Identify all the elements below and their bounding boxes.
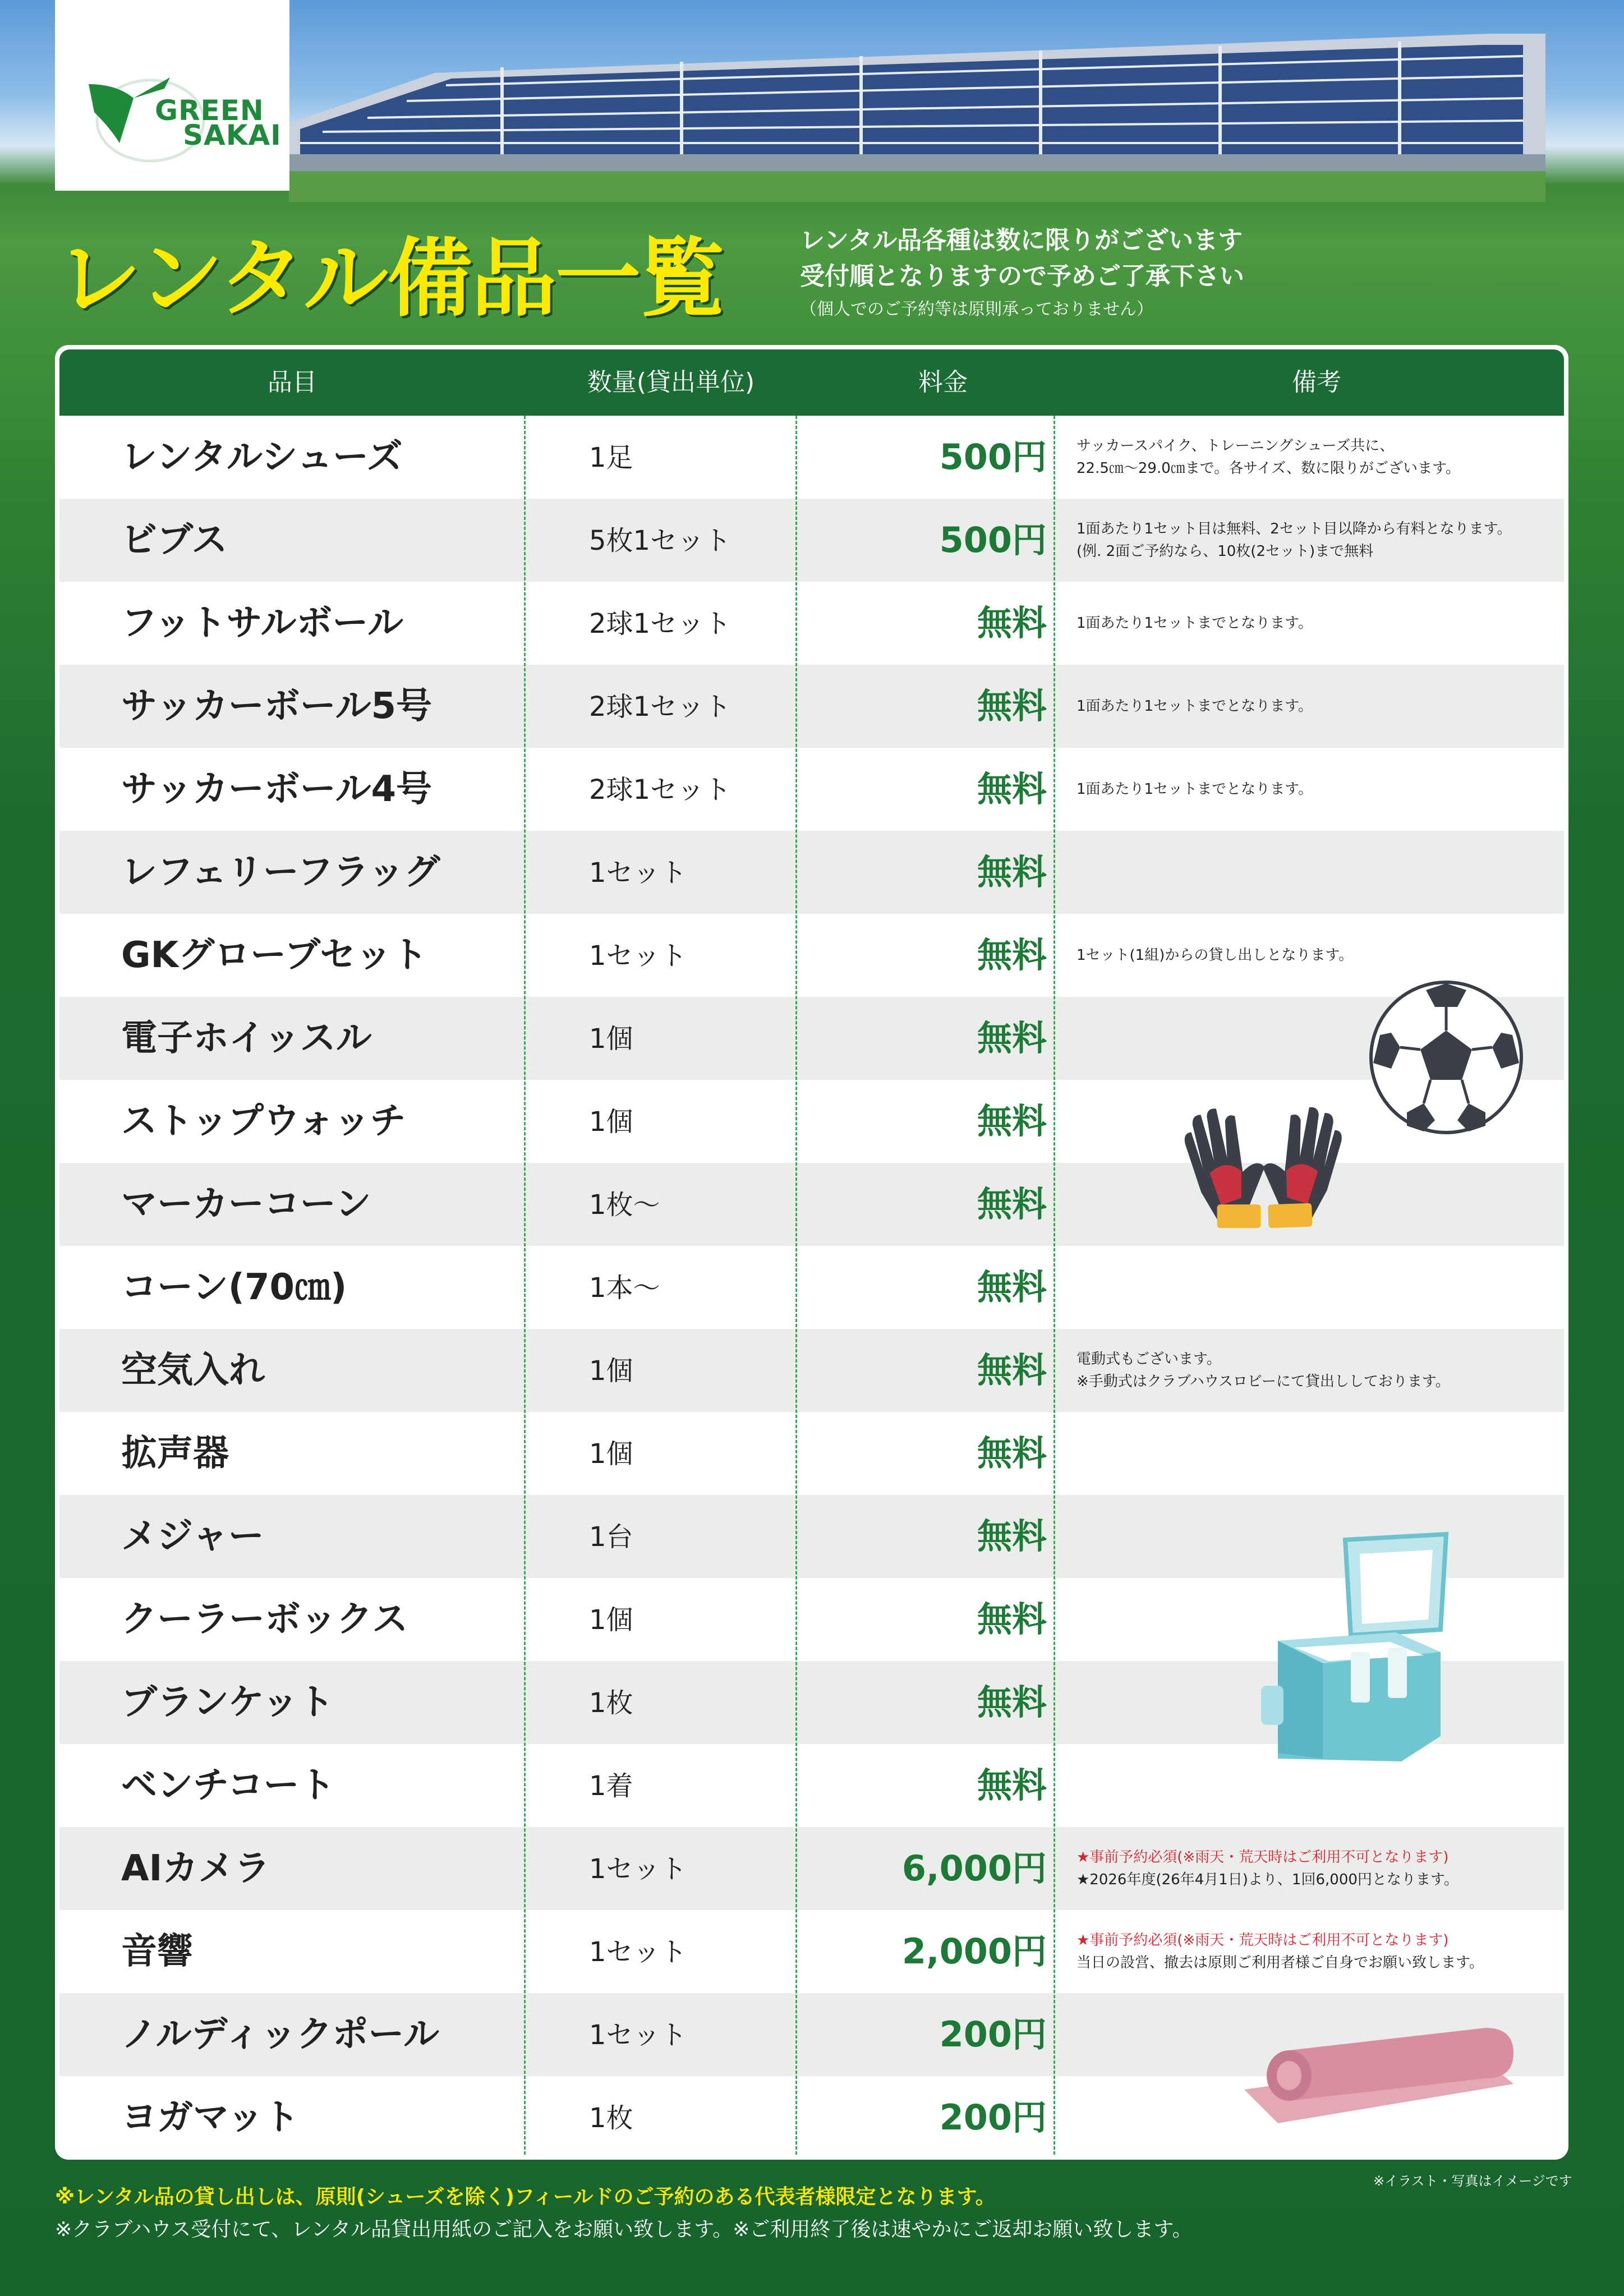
item-quantity: 1個 <box>589 1604 633 1636</box>
item-note <box>1076 1910 1553 1993</box>
logo <box>55 0 289 191</box>
header-quantity: 数量(貸出単位) <box>587 368 755 397</box>
table-row <box>59 1329 1564 1412</box>
item-note <box>1076 416 1553 499</box>
item-note-line-1: 1面あたり1セットまでとなります。 <box>1076 698 1313 715</box>
item-note <box>1076 1246 1553 1329</box>
item-note-line-1: 電動式もございます。 <box>1076 1351 1221 1368</box>
item-quantity: 2球1セット <box>589 691 732 723</box>
item-name: サッカーボール4号 <box>121 769 432 810</box>
item-note-line-2: ※手動式はクラブハウスロビーにて貸出ししております。 <box>1076 1373 1450 1390</box>
item-quantity: 1セット <box>589 2019 687 2051</box>
item-note <box>1076 831 1553 914</box>
item-price: 無料 <box>977 1267 1047 1308</box>
item-price: 無料 <box>977 1101 1047 1142</box>
header-price: 料金 <box>918 368 968 397</box>
item-price: 無料 <box>977 1599 1047 1640</box>
subtitle-line-2: 受付順となりますので予めご了承下さい <box>800 262 1244 291</box>
item-name: レフェリーフラッグ <box>121 852 440 893</box>
item-price: 6,000円 <box>901 1848 1047 1889</box>
item-quantity: 5枚1セット <box>589 525 732 556</box>
item-note-line-1: 1面あたり1セット目は無料、2セット目以降から有料となります。 <box>1076 521 1512 537</box>
image-caption: ※イラスト・写真はイメージです <box>1373 2173 1572 2189</box>
item-name: 空気入れ <box>121 1350 265 1391</box>
item-price: 無料 <box>977 602 1047 643</box>
item-note-line-2: 当日の設営、撤去は原則ご利用者様ご自身でお願い致します。 <box>1076 1954 1484 1971</box>
item-note-line-2: 22.5㎝〜29.0㎝まで。各サイズ、数に限りがございます。 <box>1076 460 1460 477</box>
item-note <box>1076 1412 1553 1495</box>
item-name: GKグローブセット <box>121 935 428 976</box>
item-name: マーカーコーン <box>121 1184 371 1225</box>
item-quantity: 1個 <box>589 1023 633 1055</box>
item-name: ストップウォッチ <box>121 1101 406 1142</box>
item-price: 無料 <box>977 1350 1047 1391</box>
item-quantity: 1足 <box>589 442 633 473</box>
item-price: 200円 <box>939 2097 1047 2138</box>
header-item: 品目 <box>268 368 317 397</box>
item-name: 音響 <box>121 1931 193 1972</box>
column-divider <box>1053 416 1055 2155</box>
item-note-line-2: ★2026年度(26年4月1日)より、1回6,000円となります。 <box>1076 1871 1459 1888</box>
item-name: コーン(70㎝) <box>121 1267 347 1308</box>
table-row <box>59 416 1564 499</box>
item-name: クーラーボックス <box>121 1599 408 1640</box>
item-price: 無料 <box>977 1765 1047 1806</box>
item-quantity: 1セット <box>589 940 687 972</box>
item-note-line-1: 1面あたり1セットまでとなります。 <box>1076 615 1313 632</box>
table-row <box>59 1246 1564 1329</box>
item-price: 無料 <box>977 1516 1047 1557</box>
table-row <box>59 582 1564 665</box>
table-row <box>59 1910 1564 1993</box>
item-price: 無料 <box>977 685 1047 726</box>
item-name: サッカーボール5号 <box>121 685 432 727</box>
table-row <box>59 499 1564 582</box>
yoga-mat-illustration <box>1222 2022 1536 2134</box>
item-quantity: 1セット <box>589 1936 687 1968</box>
item-note <box>1076 665 1553 748</box>
cooler-box-illustration <box>1255 1523 1480 1770</box>
column-divider <box>795 416 797 2155</box>
item-name: ノルディックポール <box>121 2014 440 2055</box>
column-divider <box>524 416 526 2155</box>
item-name: 拡声器 <box>121 1433 229 1474</box>
item-name: レンタルシューズ <box>121 436 403 478</box>
item-quantity: 2球1セット <box>589 774 732 806</box>
table-row <box>59 914 1564 997</box>
item-quantity: 1個 <box>589 1355 633 1387</box>
page-title: レンタル備品一覧 <box>56 229 724 328</box>
item-note-line-2: (例. 2面ご予約なら、10枚(2セット)まで無料 <box>1076 543 1374 560</box>
subtitle-note: （個人でのご予約等は原則承っておりません） <box>800 300 1153 319</box>
item-quantity: 1枚 <box>589 1687 633 1719</box>
item-price: 500円 <box>939 436 1047 477</box>
item-name: 電子ホイッスル <box>121 1018 372 1059</box>
item-price: 無料 <box>977 935 1047 976</box>
subtitle-line-1: レンタル品各種は数に限りがございます <box>800 226 1243 255</box>
table-row <box>59 1412 1564 1495</box>
table-row <box>59 831 1564 914</box>
item-price: 無料 <box>977 1018 1047 1059</box>
footer-note-1: ※レンタル品の貸し出しは、原則(シューズを除く)フィールドのご予約のある代表者様限定となります。 <box>55 2185 996 2208</box>
item-quantity: 2球1セット <box>589 608 732 639</box>
item-note <box>1076 499 1553 582</box>
stadium-illustration <box>289 34 1545 202</box>
item-name: メジャー <box>121 1516 264 1557</box>
soccer-ball-illustration <box>1368 979 1525 1136</box>
item-name: ヨガマット <box>121 2097 300 2138</box>
item-note-line-1: ★事前予約必須(※雨天・荒天時はご利用不可となります) <box>1076 1849 1449 1866</box>
item-price: 500円 <box>939 519 1047 560</box>
item-note <box>1076 1827 1553 1910</box>
rental-table <box>55 345 1568 2160</box>
item-price: 無料 <box>977 1682 1047 1723</box>
item-price: 200円 <box>939 2014 1047 2055</box>
footer-note-2: ※クラブハウス受付にて、レンタル品貸出用紙のご記入をお願い致します。※ご利用終了後は速やかにご返却お願い致します。 <box>55 2218 1193 2241</box>
item-note-line-1: 1面あたり1セットまでとなります。 <box>1076 781 1313 798</box>
goalkeeper-gloves-illustration <box>1177 1102 1356 1248</box>
table-row <box>59 665 1564 748</box>
item-quantity: 1台 <box>589 1521 633 1553</box>
table-row <box>59 1827 1564 1910</box>
item-price: 無料 <box>977 852 1047 892</box>
item-quantity: 1セット <box>589 857 687 889</box>
item-price: 2,000円 <box>901 1931 1047 1972</box>
item-quantity: 1本〜 <box>589 1272 660 1304</box>
item-price: 無料 <box>977 769 1047 809</box>
item-quantity: 1個 <box>589 1106 633 1138</box>
item-note-line-1: ★事前予約必須(※雨天・荒天時はご利用不可となります) <box>1076 1932 1449 1949</box>
logo-text-green: GREEN <box>155 94 264 127</box>
item-name: ブランケット <box>121 1682 334 1723</box>
item-note-line-1: サッカースパイク、トレーニングシューズ共に、 <box>1076 438 1395 454</box>
table-row <box>59 748 1564 831</box>
item-price: 無料 <box>977 1433 1047 1474</box>
item-name: ビブス <box>121 519 228 561</box>
table-row <box>59 997 1564 1080</box>
item-name: フットサルボール <box>121 602 404 644</box>
item-name: ベンチコート <box>121 1765 335 1806</box>
item-price: 無料 <box>977 1184 1047 1225</box>
item-quantity: 1枚 <box>589 2102 633 2134</box>
table-header <box>59 349 1564 416</box>
item-note-line-1: 1セット(1組)からの貸し出しとなります。 <box>1076 947 1354 964</box>
item-quantity: 1着 <box>589 1770 633 1802</box>
item-name: AIカメラ <box>121 1848 270 1889</box>
logo-text-sakai: SAKAI <box>183 119 282 151</box>
item-note <box>1076 748 1553 831</box>
item-quantity: 1枚〜 <box>589 1189 660 1221</box>
item-note <box>1076 1329 1553 1412</box>
item-note <box>1076 582 1553 665</box>
item-quantity: 1個 <box>589 1438 633 1470</box>
header-notes: 備考 <box>1292 368 1341 397</box>
item-quantity: 1セット <box>589 1853 687 1885</box>
